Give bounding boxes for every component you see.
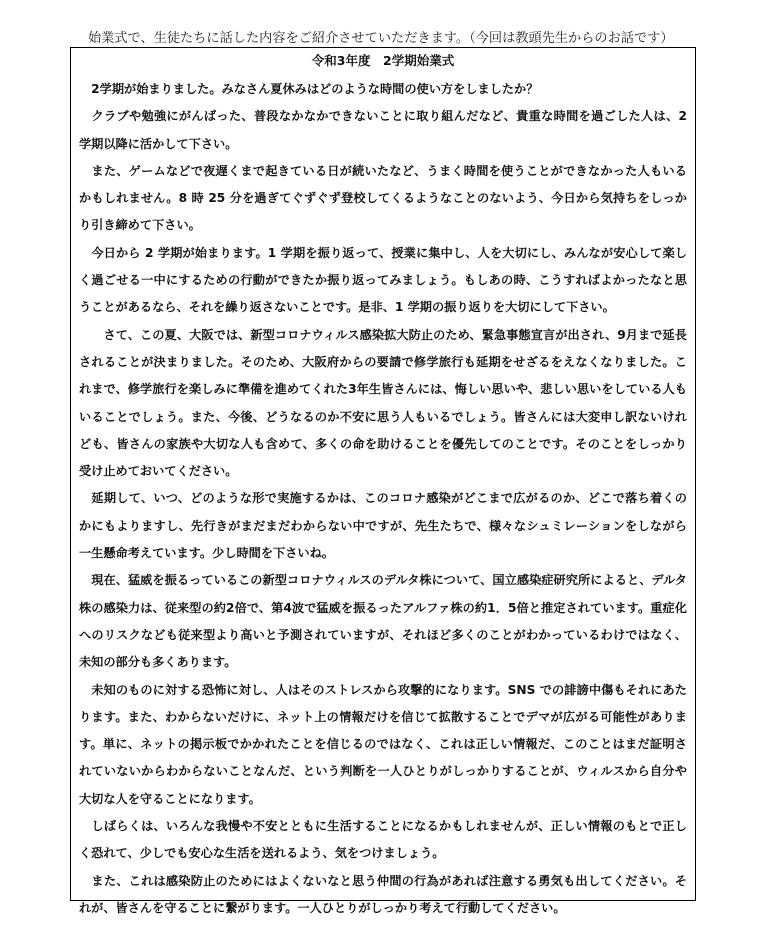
speech-document-box (70, 47, 696, 915)
paragraph: 現在、猛威を振るっているこの新型コロナウィルスのデルタ株について、国立感染症研究所によると、デルタ株の感染力は、従来型の約2倍で、第4波で猛威を振るったアルファ株の約1．5倍と推定されています。重症化へのリスクなども従来型より高いと予測されていますが、それほど多くのことがわかっているわけではなく、未知の部分も多くあります。 (79, 573, 687, 670)
paragraph: クラブや勉強にがんばった、普段なかなかできないことに取り組んだなど、貴重な時間を過ごした人は、2 学期以降に活かして下さい。 (79, 109, 687, 151)
paragraph: 未知のものに対する恐怖に対し、人はそのストレスから攻撃的になります。SNS での誹謗中傷もそれにあたります。また、わからないだけに、ネット上の情報だけを信じて拡散することでデマが広がる可能性があります。単に、ネットの掲示板でかかれたことを信じるのではなく、これは正しい情報だ、このことはまだ証明されていないからわからないことなんだ、という判断を一人ひとりがしっかりすることが、ウィルスから自分や大切な人を守ることになります。 (79, 682, 687, 806)
document-title: 令和3年度 2学期始業式 (311, 53, 455, 68)
paragraph: さて、この夏、大阪では、新型コロナウィルス感染拡大防止のため、緊急事態宣言が出され、9月まで延長されることが決まりました。そのため、大阪府からの要請で修学旅行も延期をせざるをえなくなりました。これまで、修学旅行を楽しみに準備を進めてくれた3年生皆さんには、悔しい思いや、悲しい思いをしている人もいることでしょう。また、今後、どうなるのか不安に思う人もいるでしょう。皆さんには大変申し訳ないけれども、皆さんの家族や大切な人も含めて、多くの命を助けることを優先してのことです。そのことをしっかり受け止めておいてください。 (79, 327, 687, 479)
paragraph: 延期して、いつ、どのような形で実施するかは、このコロナ感染がどこまで広がるのか、どこで落ち着くのかにもよりますし、先行きがまだまだわからない中ですが、先生たちで、様々なシュミレーションをしながら一生懸命考えています。少し時間を下さいね。 (79, 491, 687, 561)
paragraph: また、ゲームなどで夜遅くまで起きている日が続いたなど、うまく時間を使うことができなかった人もいるかもしれません。8 時 25 分を過ぎてぐずぐず登校してくるようなことのないよう、今日から気持ちをしっかり引き締めて下さい。 (79, 163, 687, 233)
paragraph: しばらくは、いろんな我慢や不安とともに生活することになるかもしれませんが、正しい情報のもとで正しく恐れて、少しでも安心な生活を送れるよう、気をつけましょう。 (79, 819, 687, 861)
paragraph: また、これは感染防止のためにはよくないなと思う仲間の行為があれば注意する勇気も出してください。それが、皆さんを守ることに繋がります。一人ひとりがしっかり考えて行動してください。 (79, 873, 687, 915)
paragraph: 今日から 2 学期が始まります。1 学期を振り返って、授業に集中し、人を大切にし、みんなが安心して楽しく過ごせる一中にするための行動ができたか振り返ってみましょう。もしあの時、こうすればよかったなと思うことがあるなら、それを繰り返さないことです。是非、1 学期の振り返りを大切にして下さい。 (79, 245, 687, 315)
intro-note: 始業式で、生徒たちに話した内容をご紹介させていただきます。（今回は教頭先生からのお話です） (88, 31, 674, 46)
paragraph: 2学期が始まりました。みなさん夏休みはどのような時間の使い方をしましたか？ (79, 82, 539, 96)
speech-body (79, 76, 687, 922)
